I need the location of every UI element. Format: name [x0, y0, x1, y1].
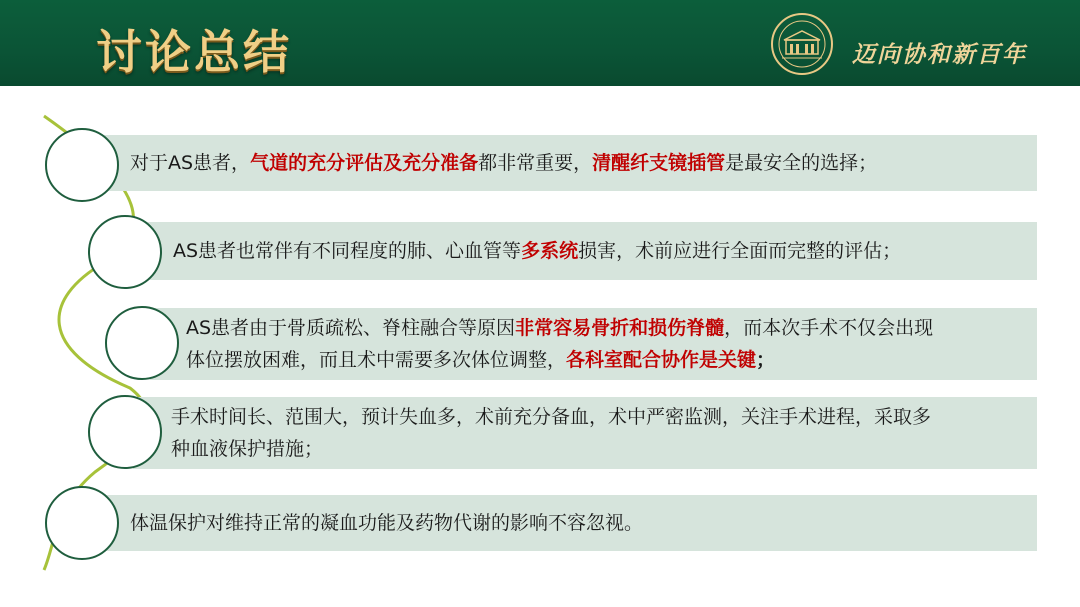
item-3-line-2: [186, 344, 775, 376]
item-1-highlight-2: 清醒纤支镜插管: [592, 152, 726, 174]
bullet-circle-1: [45, 128, 119, 202]
item-3-seg3: 体位摆放困难，而且术中需要多次体位调整，: [186, 349, 567, 371]
page-title: 讨论总结: [96, 25, 292, 79]
slogan-text: 迈向协和新百年: [852, 41, 1027, 68]
item-1-highlight-1: 气道的充分评估及充分准备: [250, 152, 479, 174]
item-1-seg2: 都非常重要，: [478, 152, 593, 174]
summary-item-5: [85, 495, 1037, 551]
item-2-highlight: 多系统: [521, 240, 579, 262]
summary-item-2: [133, 222, 1037, 280]
item-1-seg3: 是最安全的选择；: [725, 152, 878, 174]
item-2-seg1: AS患者也常伴有不同程度的肺、心血管等: [173, 240, 522, 262]
item-3-highlight-2: 各科室配合协作是关键: [566, 349, 757, 371]
item-3-seg4: ；: [756, 349, 776, 371]
item-2-seg2: 损害，术前应进行全面而完整的评估；: [578, 240, 902, 262]
item-5-text: 体温保护对维持正常的凝血功能及药物代谢的影响不容忽视。: [130, 512, 644, 534]
item-1-text: [130, 147, 877, 179]
bullet-circle-2: [88, 215, 162, 289]
item-1-seg1: 对于AS患者，: [130, 152, 251, 174]
summary-item-1: [85, 135, 1037, 191]
bullet-circle-5: [45, 486, 119, 560]
item-4-line-2: 种血液保护措施；: [171, 438, 324, 460]
item-3-highlight-1: 非常容易骨折和损伤脊髓: [515, 317, 725, 339]
item-2-text: [173, 235, 901, 267]
item-3-seg1: AS患者由于骨质疏松、脊柱融合等原因: [186, 317, 516, 339]
item-3-seg2: ，而本次手术不仅会出现: [724, 317, 934, 339]
summary-item-4: [133, 397, 1037, 469]
item-3-line-1: [186, 312, 933, 344]
bullet-circle-4: [88, 395, 162, 469]
item-4-line-1: 手术时间长、范围大，预计失血多，术前充分备血，术中严密监测，关注手术进程，采取多: [171, 406, 932, 428]
summary-item-3: [150, 308, 1037, 380]
bullet-circle-3: [105, 306, 179, 380]
